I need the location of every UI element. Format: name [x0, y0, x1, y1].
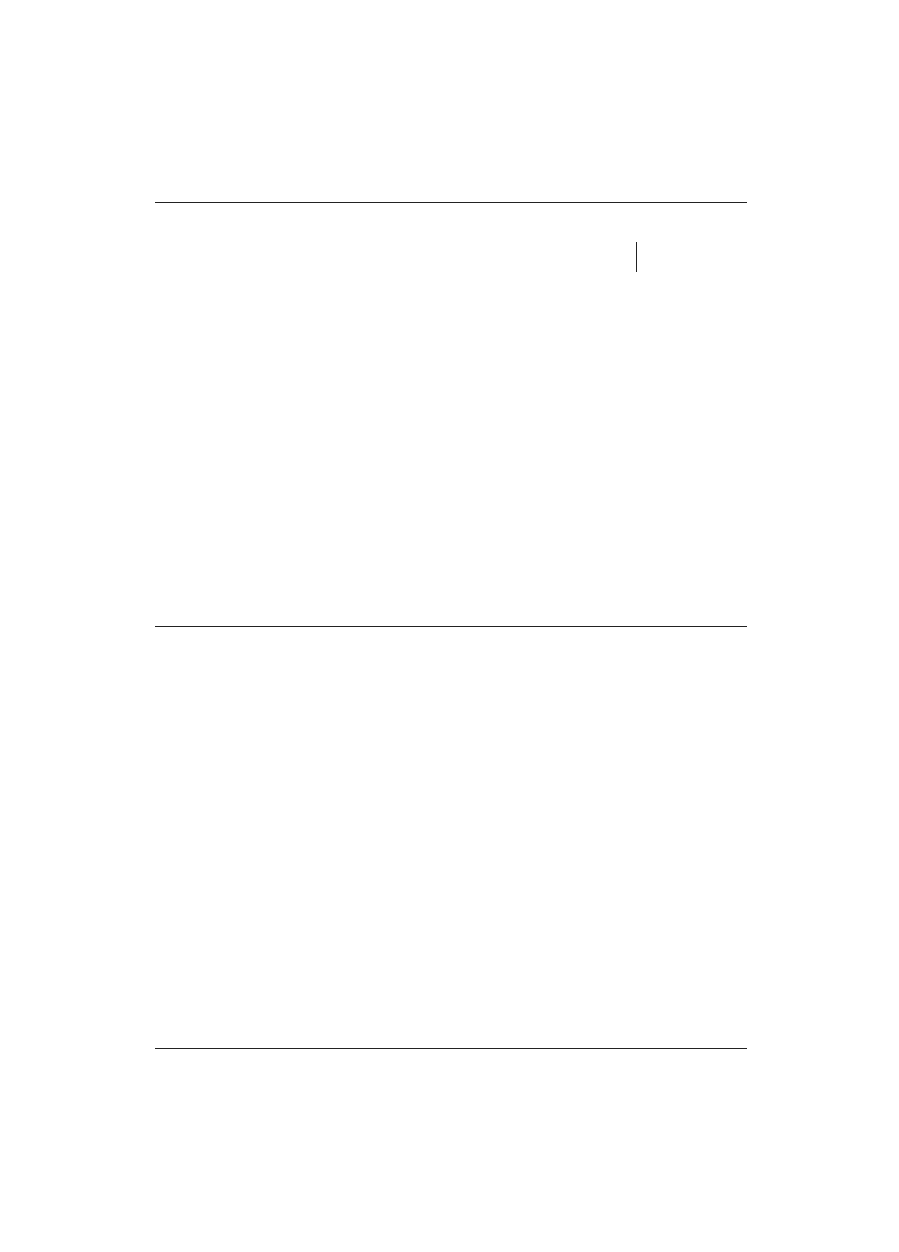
footnote-separator: [636, 242, 637, 272]
middle-rule: [155, 626, 747, 627]
bottom-rule: [155, 1048, 747, 1049]
top-rule: [155, 202, 747, 203]
